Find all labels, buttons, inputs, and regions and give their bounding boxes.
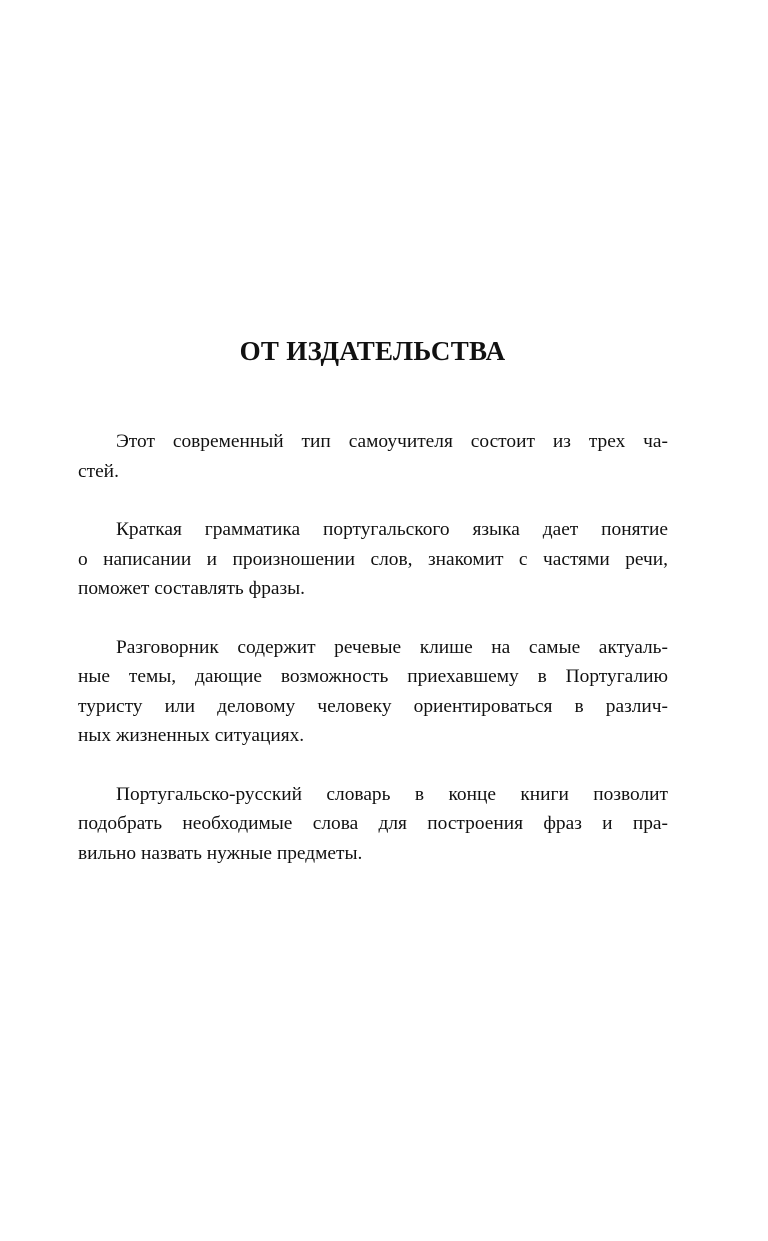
text-line: ные темы, дающие возможность приехавшему в Португалию	[78, 666, 668, 687]
text-line: Краткая грамматика португальского языка дает понятие	[116, 519, 668, 540]
paragraph-2	[78, 515, 668, 604]
text-line: Португальско-русский словарь в конце книги позволит	[116, 783, 668, 805]
paragraph-4	[78, 780, 668, 869]
text-line: туристу или деловому человеку ориентироваться в различ-	[78, 695, 668, 717]
paragraph-1	[78, 427, 668, 486]
paragraph-3	[78, 633, 668, 751]
text-line: Этот современный тип самоучителя состоит из трех ча-	[116, 431, 668, 452]
text-line: вильно назвать нужные предметы.	[78, 842, 363, 864]
text-line: подобрать необходимые слова для построения фраз и пра-	[78, 813, 668, 834]
page-title: ОТ ИЗДАТЕЛЬСТВА	[239, 336, 506, 366]
text-line: стей.	[78, 460, 119, 482]
text-line: о написании и произношении слов, знакомит с частями речи,	[78, 548, 668, 570]
text-line: ных жизненных ситуациях.	[78, 725, 305, 746]
text-line: Разговорник содержит речевые клише на самые актуаль-	[116, 636, 668, 658]
text-line: поможет составлять фразы.	[78, 578, 306, 599]
body-text	[78, 427, 668, 897]
